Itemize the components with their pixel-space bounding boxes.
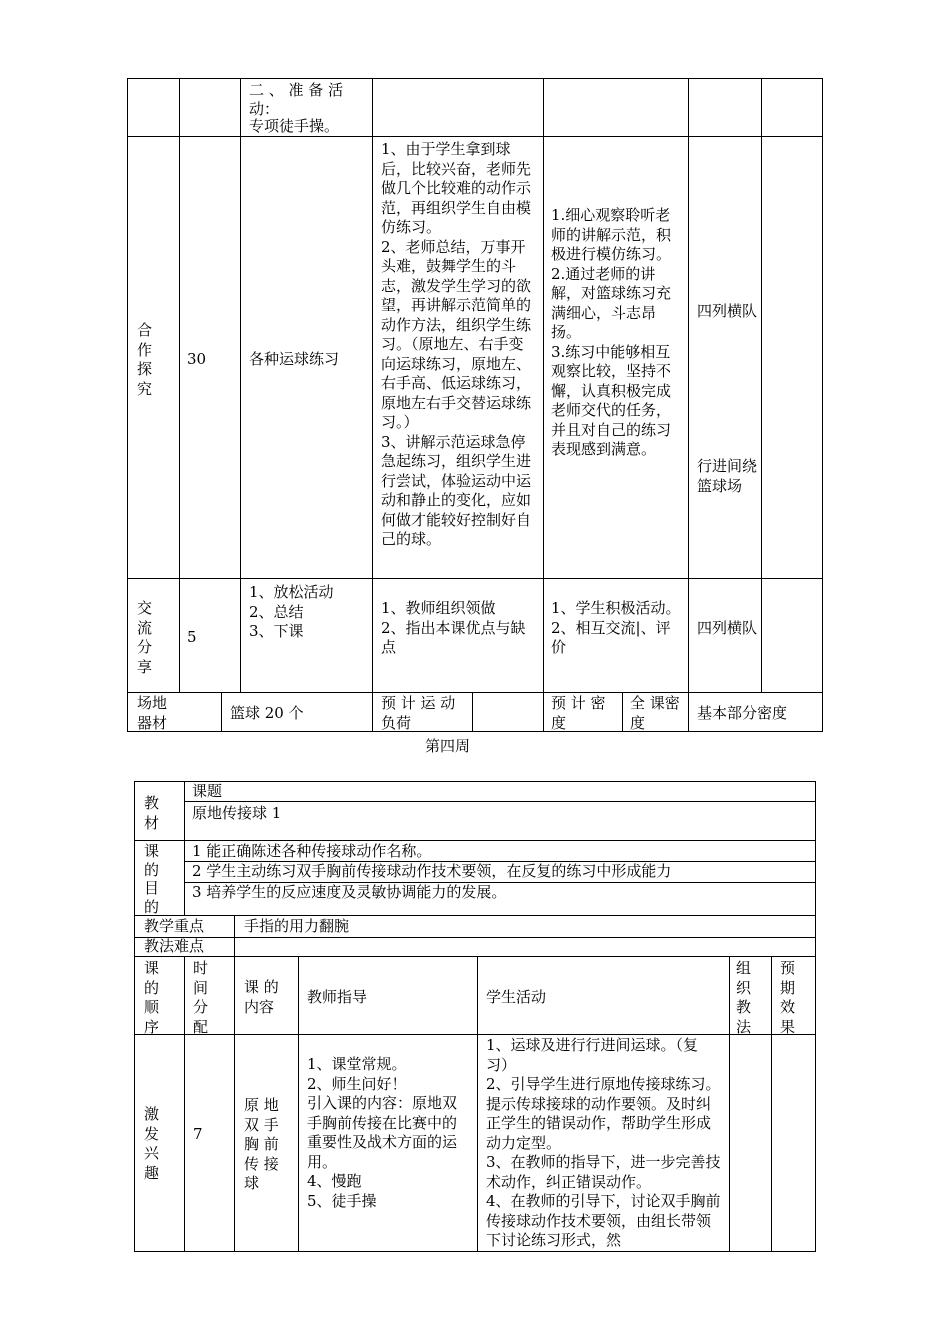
table2-rule xyxy=(134,937,816,938)
table2-rule xyxy=(477,956,478,1251)
table2-rule xyxy=(134,956,816,957)
share-time: 5 xyxy=(187,628,197,646)
coop-content: 各种运球练习 xyxy=(249,350,340,368)
table2-rule xyxy=(815,781,816,1251)
topic-label: 课题 xyxy=(192,782,223,800)
difficulty-label: 教法难点 xyxy=(144,937,205,955)
table1-rule xyxy=(372,78,373,731)
header-teacher: 教师指导 xyxy=(307,988,368,1006)
table2-rule xyxy=(234,915,235,956)
table1-rule xyxy=(179,78,180,692)
table1-rule xyxy=(472,692,473,731)
prep-content-line-3: 专项徒手操。 xyxy=(249,117,340,135)
table2-rule xyxy=(184,956,185,1251)
coop-organization-2: 行进间绕篮球场 xyxy=(697,457,758,495)
header-organization: 组织教法 xyxy=(736,959,752,1036)
full-density-label: 全 课密度 xyxy=(630,694,680,732)
table1-rule xyxy=(221,692,222,731)
prep-content-line-2: 动： xyxy=(249,100,280,118)
row1-time: 7 xyxy=(193,1125,203,1143)
table1-rule xyxy=(688,78,689,731)
row1-content: 原 地双 手胸 前传 接球 xyxy=(244,1096,279,1192)
goal-3: 3 培养学生的反应速度及灵敏协调能力的发展。 xyxy=(192,883,507,901)
table2-rule xyxy=(184,781,185,915)
venue-label: 场地器材 xyxy=(137,694,168,732)
table1-rule xyxy=(622,692,623,731)
coop-student-activity: 1.细心观察聆听老师的讲解示范，积极进行模仿练习。 2.通过老师的讲解，对篮球练习充满细心，斗志昂扬。 3.练习中能够相互观察比较，坚持不懈，认真积极完成老师交代的任务，并且对自己的练习表现感到满意。 xyxy=(551,206,672,458)
table1-rule xyxy=(127,692,823,693)
header-order: 课的顺序 xyxy=(144,959,160,1036)
goal-1: 1 能正确陈述各种传接球动作名称。 xyxy=(192,842,432,860)
basic-density-label: 基本部分密度 xyxy=(697,704,788,722)
table1-rule xyxy=(127,78,823,79)
table2-rule xyxy=(298,956,299,1251)
exercise-load-label: 预 计 运 动负荷 xyxy=(381,694,456,732)
prep-content-line-1: 二 、 准 备 活 xyxy=(249,81,344,99)
table2-rule xyxy=(134,1034,816,1035)
material-label: 教材 xyxy=(144,794,160,832)
table1-rule xyxy=(127,731,823,732)
share-stage: 交流分享 xyxy=(137,599,153,676)
coop-time: 30 xyxy=(187,350,207,368)
topic-value: 原地传接球 1 xyxy=(192,804,282,822)
table1-rule xyxy=(127,136,823,137)
share-content: 1、放松活动 2、总结 3、下课 xyxy=(249,583,334,640)
share-teacher-guide: 1、教师组织领做 2、指出本课优点与缺点 xyxy=(381,599,526,656)
row1-student: 1、运球及进行行进间运球。（复习） 2、引导学生进行原地传接球练习。提示传球接球的动作要领。及时纠正学生的错误动作，帮助学生形成动力定型。 3、在教师的指导下，进一步完善技术动作，纠正错误动作。 4、在教师的引导下，讨论双手胸前传接球动作技术要领，由组长带领下讨论练习形式，然 xyxy=(486,1036,721,1249)
goal-label: 课的目的 xyxy=(144,842,160,916)
table1-rule xyxy=(822,78,823,731)
equipment-value: 篮球 20 个 xyxy=(230,704,304,722)
table1-rule xyxy=(761,78,762,692)
table2-rule xyxy=(729,956,730,1251)
table2-rule xyxy=(134,840,816,841)
coop-organization-1: 四列横队 xyxy=(697,302,758,320)
density-label: 预 计 密度 xyxy=(551,694,606,732)
table2-rule xyxy=(134,781,135,1251)
table2-rule xyxy=(134,915,816,916)
header-content: 课 的内容 xyxy=(244,978,279,1016)
week-title: 第四周 xyxy=(425,737,471,755)
header-effect: 预期效果 xyxy=(780,959,796,1036)
key-point-label: 教学重点 xyxy=(144,917,205,935)
row1-stage: 激发兴趣 xyxy=(144,1105,160,1182)
share-student-activity: 1、学生积极活动。 2、相互交流|、评价 xyxy=(551,599,681,656)
table2-rule xyxy=(134,1251,816,1252)
table1-rule xyxy=(127,78,128,731)
table2-rule xyxy=(771,956,772,1251)
key-point-value: 手指的用力翻腕 xyxy=(244,917,350,935)
row1-teacher: 1、课堂常规。 2、师生问好！ 引入课的内容：原地双手胸前传接在比赛中的重要性及战术方面的运用。 4、慢跑 5、徒手操 xyxy=(307,1055,458,1210)
coop-teacher-guide: 1、由于学生拿到球后，比较兴奋，老师先做几个比较难的动作示范，再组织学生自由模仿练习。 2、老师总结，万事开头难，鼓舞学生的斗志，激发学生学习的欲望，再讲解示范简单的动作方法，组织学生练习。（原地左、右手变向运球练习，原地左、右手高、低运球练习，原地左右手交替运球练习。） 3、讲解示范运球急停急起练习，组织学生进行尝试，体验运动中运动和静止的变化，应如何做才能较好控制好自己的球。 xyxy=(381,140,532,548)
share-organization: 四列横队 xyxy=(697,619,758,637)
table1-rule xyxy=(127,578,823,579)
table1-rule xyxy=(240,78,241,692)
goal-2: 2 学生主动练习双手胸前传接球动作技术要领，在反复的练习中形成能力 xyxy=(192,862,672,880)
header-student: 学生活动 xyxy=(486,988,547,1006)
header-time: 时间分配 xyxy=(193,959,209,1036)
table2-rule xyxy=(234,956,235,1251)
coop-stage: 合作探究 xyxy=(137,321,153,398)
table1-rule xyxy=(543,78,544,731)
